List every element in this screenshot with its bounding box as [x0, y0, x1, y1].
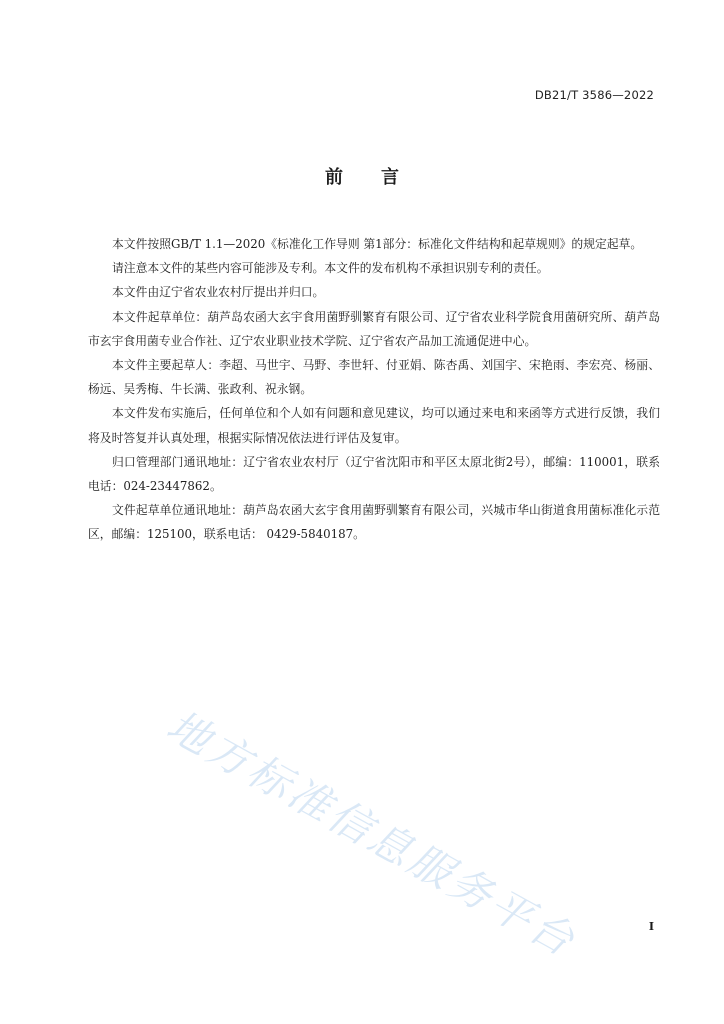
foreword-body	[88, 232, 660, 547]
paragraph-drafting-units: 本文件起草单位：葫芦岛农函大玄宇食用菌野驯繁育有限公司、辽宁省农业科学院食用菌研究所、葫芦岛市玄宇食用菌专业合作社、辽宁农业职业技术学院、辽宁省农产品加工流通促进中心。	[88, 309, 660, 348]
page-number: I	[648, 920, 654, 933]
paragraph-proposer: 本文件由辽宁省农业农村厅提出并归口。	[112, 285, 325, 300]
watermark: 地方标准信息服务平台	[158, 700, 586, 967]
document-number: DB21/T 3586—2022	[534, 88, 654, 102]
paragraph-main-drafters: 本文件主要起草人：李超、马世宇、马野、李世轩、付亚娟、陈杏禹、刘国宇、宋艳雨、李宏亮、杨丽、杨远、吴秀梅、牛长满、张政利、祝永钢。	[88, 358, 660, 397]
paragraph-drafting-rules: 本文件按照GB/T 1.1—2020《标准化工作导则 第1部分：标准化文件结构和起草规则》的规定起草。	[112, 237, 643, 251]
paragraph-feedback: 本文件发布实施后，任何单位和个人如有问题和意见建议，均可以通过来电和来函等方式进行反馈，我们将及时答复并认真处理，根据实际情况依法进行评估及复审。	[88, 406, 660, 445]
paragraph-drafting-unit-address: 文件起草单位通讯地址：葫芦岛农函大玄宇食用菌野驯繁育有限公司，兴城市华山街道食用菌标准化示范区，邮编：125100，联系电话： 0429-5840187。	[88, 503, 660, 542]
section-title: 前言	[325, 167, 437, 188]
paragraph-authority-address: 归口管理部门通讯地址：辽宁省农业农村厅（辽宁省沈阳市和平区太原北街2号），邮编：110001，联系电话：024-23447862。	[88, 454, 660, 494]
paragraph-patent-notice: 请注意本文件的某些内容可能涉及专利。本文件的发布机构不承担识别专利的责任。	[112, 261, 549, 276]
